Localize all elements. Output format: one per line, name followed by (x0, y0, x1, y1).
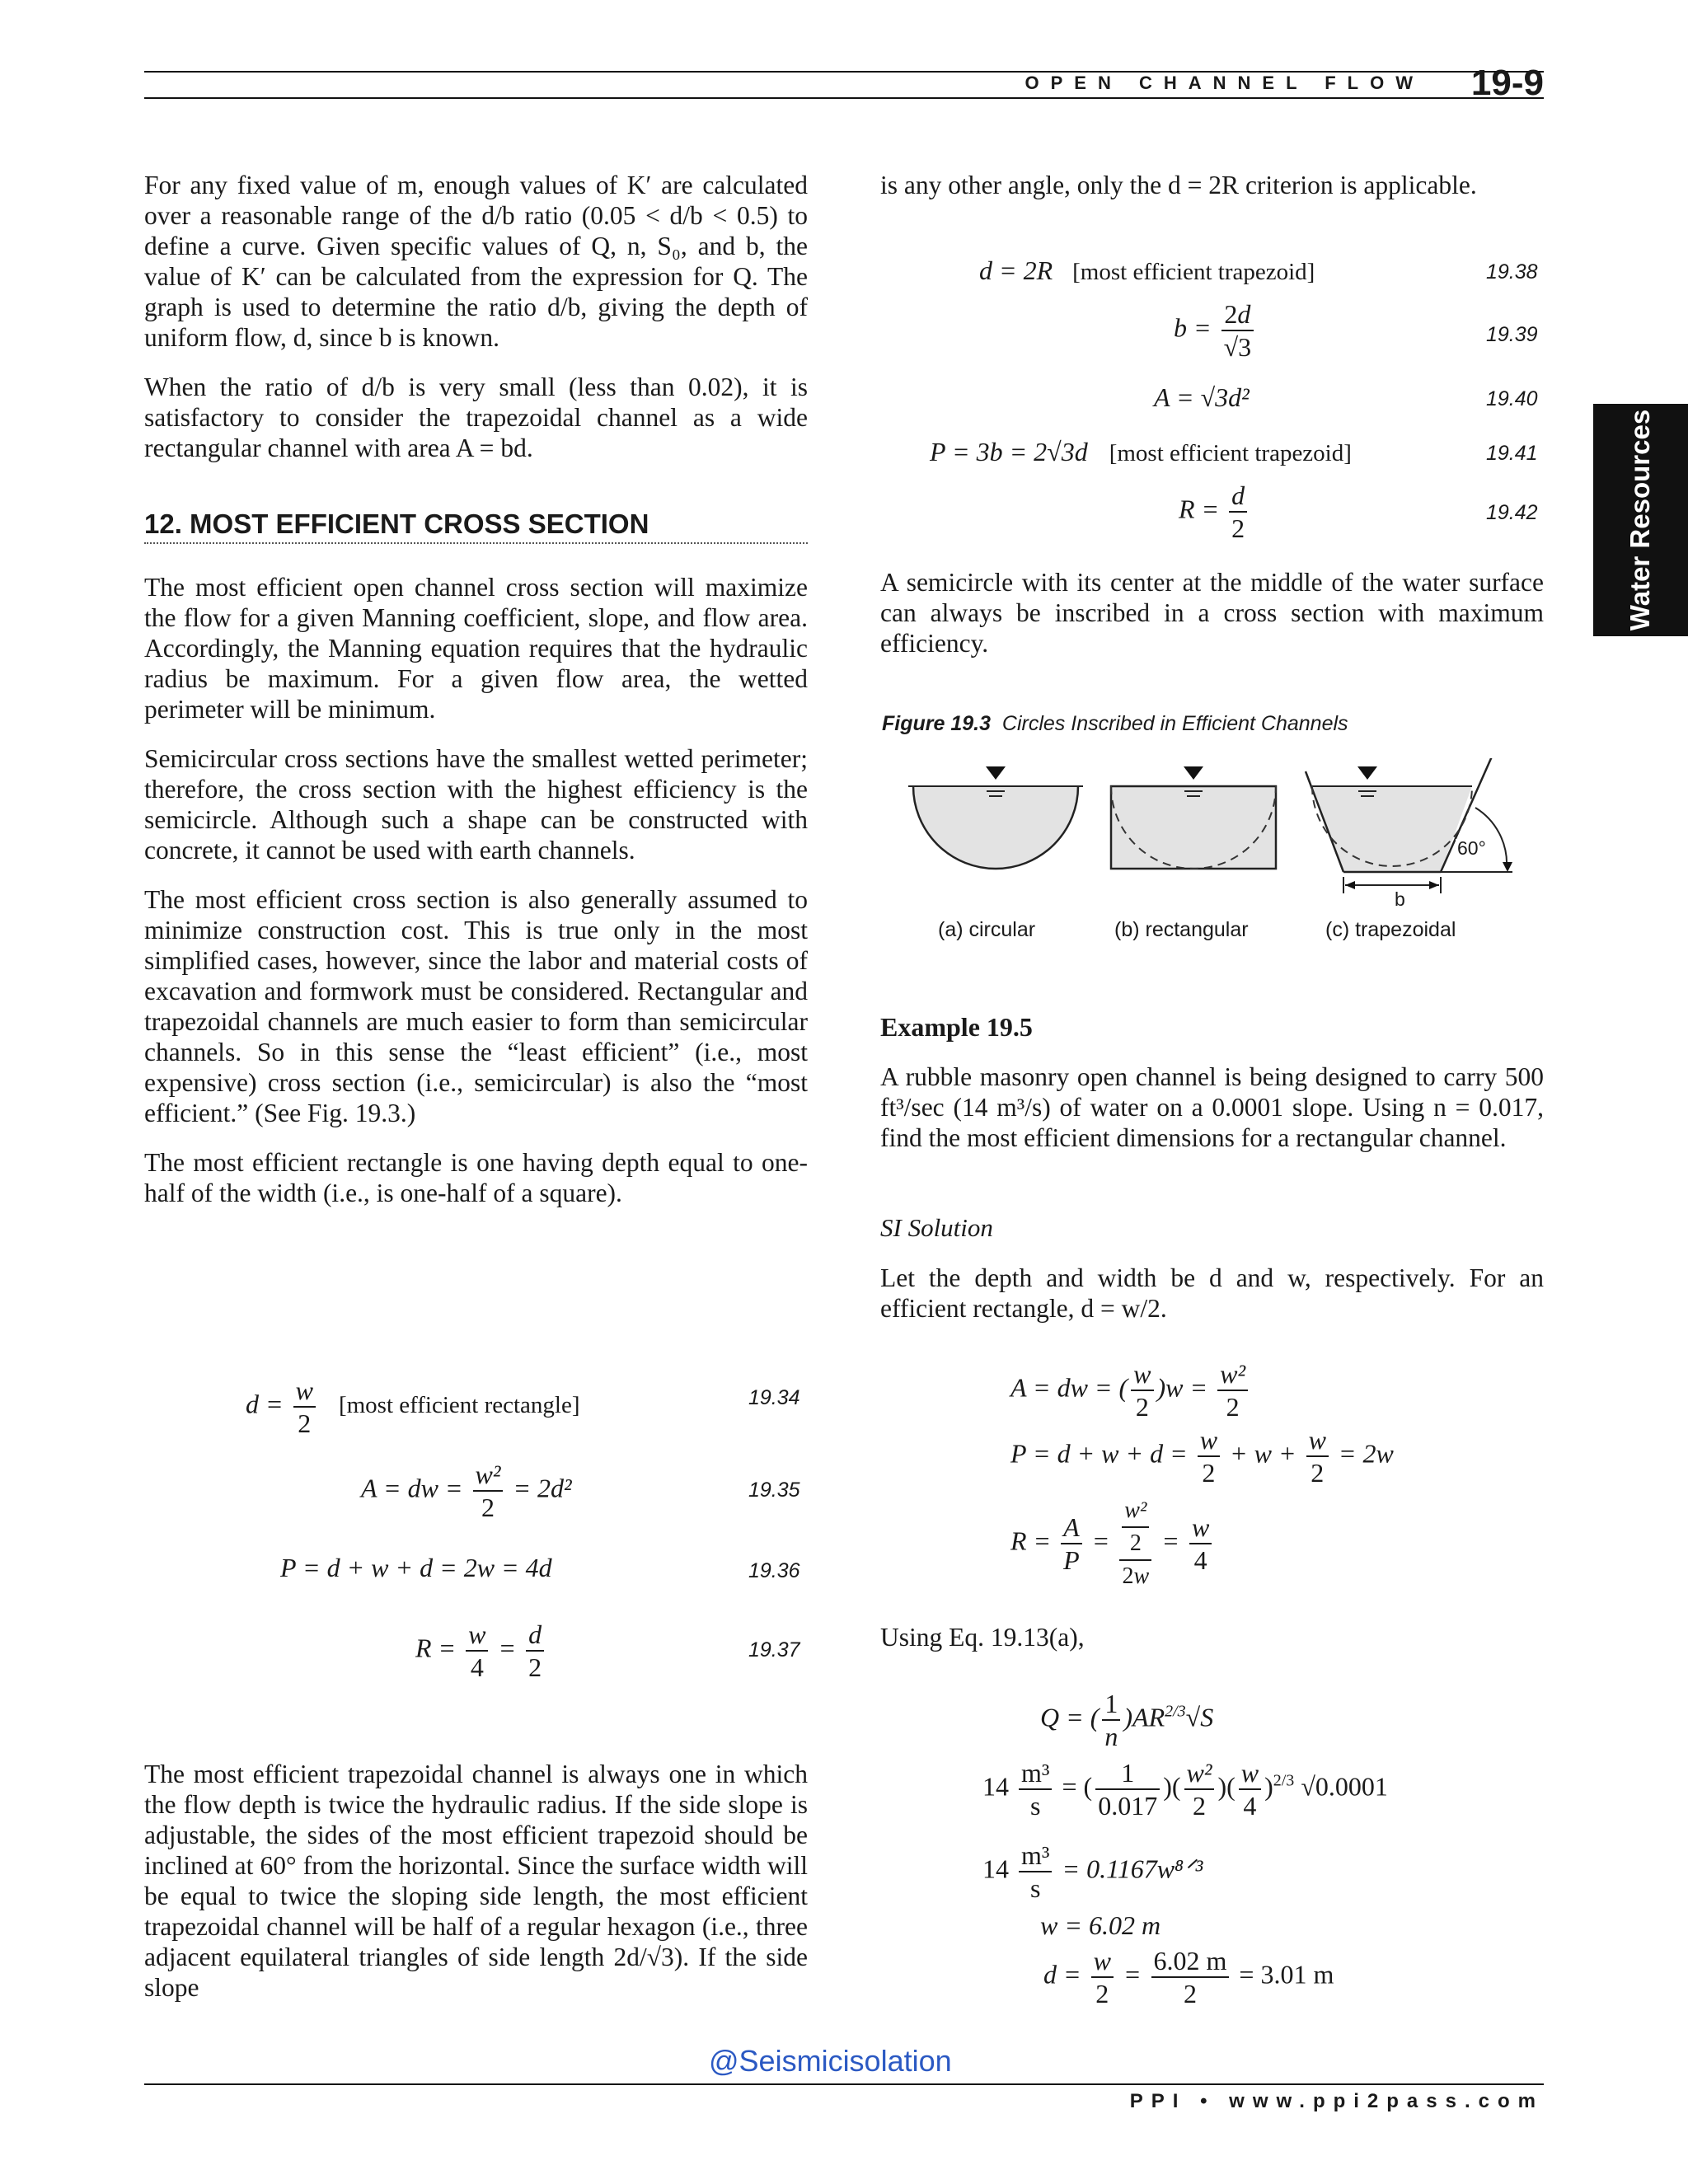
example-title: Example 19.5 (880, 1012, 1033, 1042)
equation-19-34: d = $\frac{w}{2}$ [most efficient rectangle] (246, 1376, 580, 1438)
paragraph: The most efficient cross section is also generally assumed to minimize construction cost. This is true only in the most simplified cases, however, since the labor and material costs of excavation and formwork must be considered. Rectangular and trapezoidal channels are much easier to form than semicircular channels. So in this sense the “least efficient” (i.e., most expensive) cross section (i.e., semicircular) is also the “most efficient.” (See Fig. 19.3.) (144, 885, 808, 1127)
paragraph: is any other angle, only the d = 2R criterion is applicable. (880, 171, 1477, 199)
section-tab (1593, 404, 1688, 636)
solution-substitution-eq: 14 $\frac{\text{m³}}{s}$ = ( $\frac{1}{0.017}$ )( $\frac{\text{w²}}{2}$ )( $\frac{w}{4}$ )$^{2/3}$ √0.0001 (982, 1758, 1388, 1821)
section-heading: 12. MOST EFFICIENT CROSS SECTION (144, 509, 808, 544)
subfigure-b-label: (b) rectangular (1114, 918, 1249, 941)
left-column (144, 170, 808, 1227)
paragraph: Semicircular cross sections have the smallest wetted perimeter; therefore, the cross section with the highest efficiency is the semicircle. Although such a shape can be constructed with concrete, it cannot be used with earth channels. (144, 744, 808, 865)
rectangular-channel (1111, 766, 1276, 869)
solution-label: SI Solution (880, 1213, 993, 1242)
header-bottom-rule (144, 97, 1544, 99)
using-text-block (880, 1622, 1544, 1671)
paragraph: The most efficient trapezoidal channel is always one in which the flow depth is twice the hydraulic radius. If the side slope is adjustable, the sides of the most efficient trapezoid should be inclined at 60° from the horizontal. Since the surface width will be equal to twice the sloping side length, the most efficient trapezoidal channel will be half of a regular hexagon (i.e., three adjacent equilateral triangles of side length 2d/√3). If the side slope (144, 1760, 808, 2002)
equation-19-40: A = √3d² (1154, 382, 1250, 412)
equation-number: 19.42 (1486, 501, 1538, 524)
paragraph: The most efficient rectangle is one having depth equal to one-half of the width (i.e., is one-half of a square). (144, 1148, 808, 1207)
footer-rule (144, 2083, 1544, 2085)
circular-channel (908, 766, 1083, 869)
solution-perimeter-eq: P = d + w + d = $\frac{w}{2}$ + w + $\frac{w}{2}$ = 2w (1010, 1425, 1394, 1488)
equation-number: 19.34 (748, 1386, 800, 1409)
solution-radius-eq: R = $\frac{A}{P}$ = $\frac{\frac{\text{w²}}{2}}{2w}$ = $\frac{w}{4}$ (1010, 1495, 1215, 1592)
solution-simplified-eq: 14 $\frac{\text{m³}}{s}$ = 0.1167w⁸ᐟ³ (982, 1840, 1203, 1903)
equation-number: 19.40 (1486, 387, 1538, 410)
example-text: A rubble masonry open channel is being designed to carry 500 ft³/sec (14 m³/s) of water on a 0.0001 slope. Using n = 0.017, find the most efficient dimensions for a rectangular channel. (880, 1062, 1544, 1152)
equation-19-36: P = d + w + d = 2w = 4d (280, 1553, 552, 1582)
trapezoidal-channel (1306, 758, 1512, 893)
right-column-top (880, 170, 1544, 219)
equation-19-42: R = $\frac{d}{2}$ (1179, 480, 1250, 544)
paragraph: When the ratio of d/b is very small (less than 0.02), it is satisfactory to consider the trapezoidal channel as a wide rectangular channel with area A = bd. (144, 373, 808, 462)
figure-caption (882, 712, 1348, 736)
watermark: @Seismicisolation (709, 2044, 952, 2078)
water-level-icon (1357, 766, 1377, 780)
solution-manning-eq: Q = ( $\frac{1}{n}$ )$AR^{2/3}√S$ (1040, 1689, 1214, 1751)
solution-width-result: w = 6.02 m (1040, 1910, 1161, 1940)
running-title: OPEN CHANNEL FLOW (1025, 73, 1424, 93)
solution-intro (880, 1263, 1544, 1343)
equation-19-41: P = 3b = 2√3d [most efficient trapezoid] (930, 437, 1352, 466)
water-level-icon (1184, 766, 1203, 780)
paragraph: A semicircle with its center at the middle of the water surface can always be inscribed in a cross section with maximum efficiency. (880, 568, 1544, 658)
paragraph: For any fixed value of m, enough values of K′ are calculated over a reasonable range of the d/b ratio (0.05 < d/b < 0.5) to define a curve. Given specific values of Q, n, S₀, and b, the value of K′ can be calculated from the expression for Q. The graph is used to determine the ratio d/b, giving the depth of uniform flow, d, since b is known. (144, 171, 808, 352)
water-level-icon (986, 766, 1006, 780)
right-column-para (880, 567, 1544, 677)
equation-19-39: b = $\frac{2d}{√3}$ (1174, 298, 1257, 363)
subfigure-c-label: (c) trapezoidal (1325, 918, 1456, 941)
figure-diagram (898, 758, 1525, 915)
equation-19-37: R = $\frac{w}{4}$ = $\frac{d}{2}$ (415, 1619, 547, 1683)
angle-label: 60° (1457, 837, 1486, 859)
subfigure-a-label: (a) circular (938, 918, 1036, 941)
figure-title: Circles Inscribed in Efficient Channels (1001, 712, 1348, 735)
equation-number: 19.36 (748, 1559, 800, 1582)
footer-text: PPI • www.ppi2pass.com (1129, 2090, 1544, 2112)
page-number: 19-9 (1470, 63, 1544, 103)
left-column-bottom (144, 1759, 808, 2022)
equation-number: 19.41 (1486, 442, 1538, 465)
paragraph: The most efficient open channel cross section will maximize the flow for a given Manning coefficient, slope, and flow area. Accordingly, the Manning equation requires that the hydraulic radius be maximum. For a given flow area, the wetted perimeter will be minimum. (144, 573, 808, 724)
solution-text: Let the depth and width be d and w, respectively. For an efficient rectangle, d = w/2. (880, 1263, 1544, 1323)
solution-depth-result: d = $\frac{w}{2}$ = $\frac{6.02 m}{2}$ = 3.01 m (1043, 1946, 1334, 2008)
figure-label: Figure 19.3 (882, 712, 991, 735)
equation-number: 19.38 (1486, 260, 1538, 284)
equation-number: 19.35 (748, 1479, 800, 1502)
equation-19-38: d = 2R [most efficient trapezoid] (979, 255, 1315, 285)
using-text: Using Eq. 19.13(a), (880, 1623, 1085, 1652)
section-tab-label: Water Resources (1625, 409, 1655, 631)
solution-area-eq: A = dw = ( $\frac{w}{2}$ )w = $\frac{\text{w²}}{2}$ (1010, 1358, 1251, 1422)
equation-number: 19.37 (748, 1638, 800, 1661)
equation-number: 19.39 (1486, 323, 1538, 346)
example-block (880, 1062, 1544, 1172)
equation-19-35: A = dw = $\frac{\text{w²}}{2}$ = 2d² (361, 1460, 572, 1522)
base-label: b (1395, 888, 1405, 910)
